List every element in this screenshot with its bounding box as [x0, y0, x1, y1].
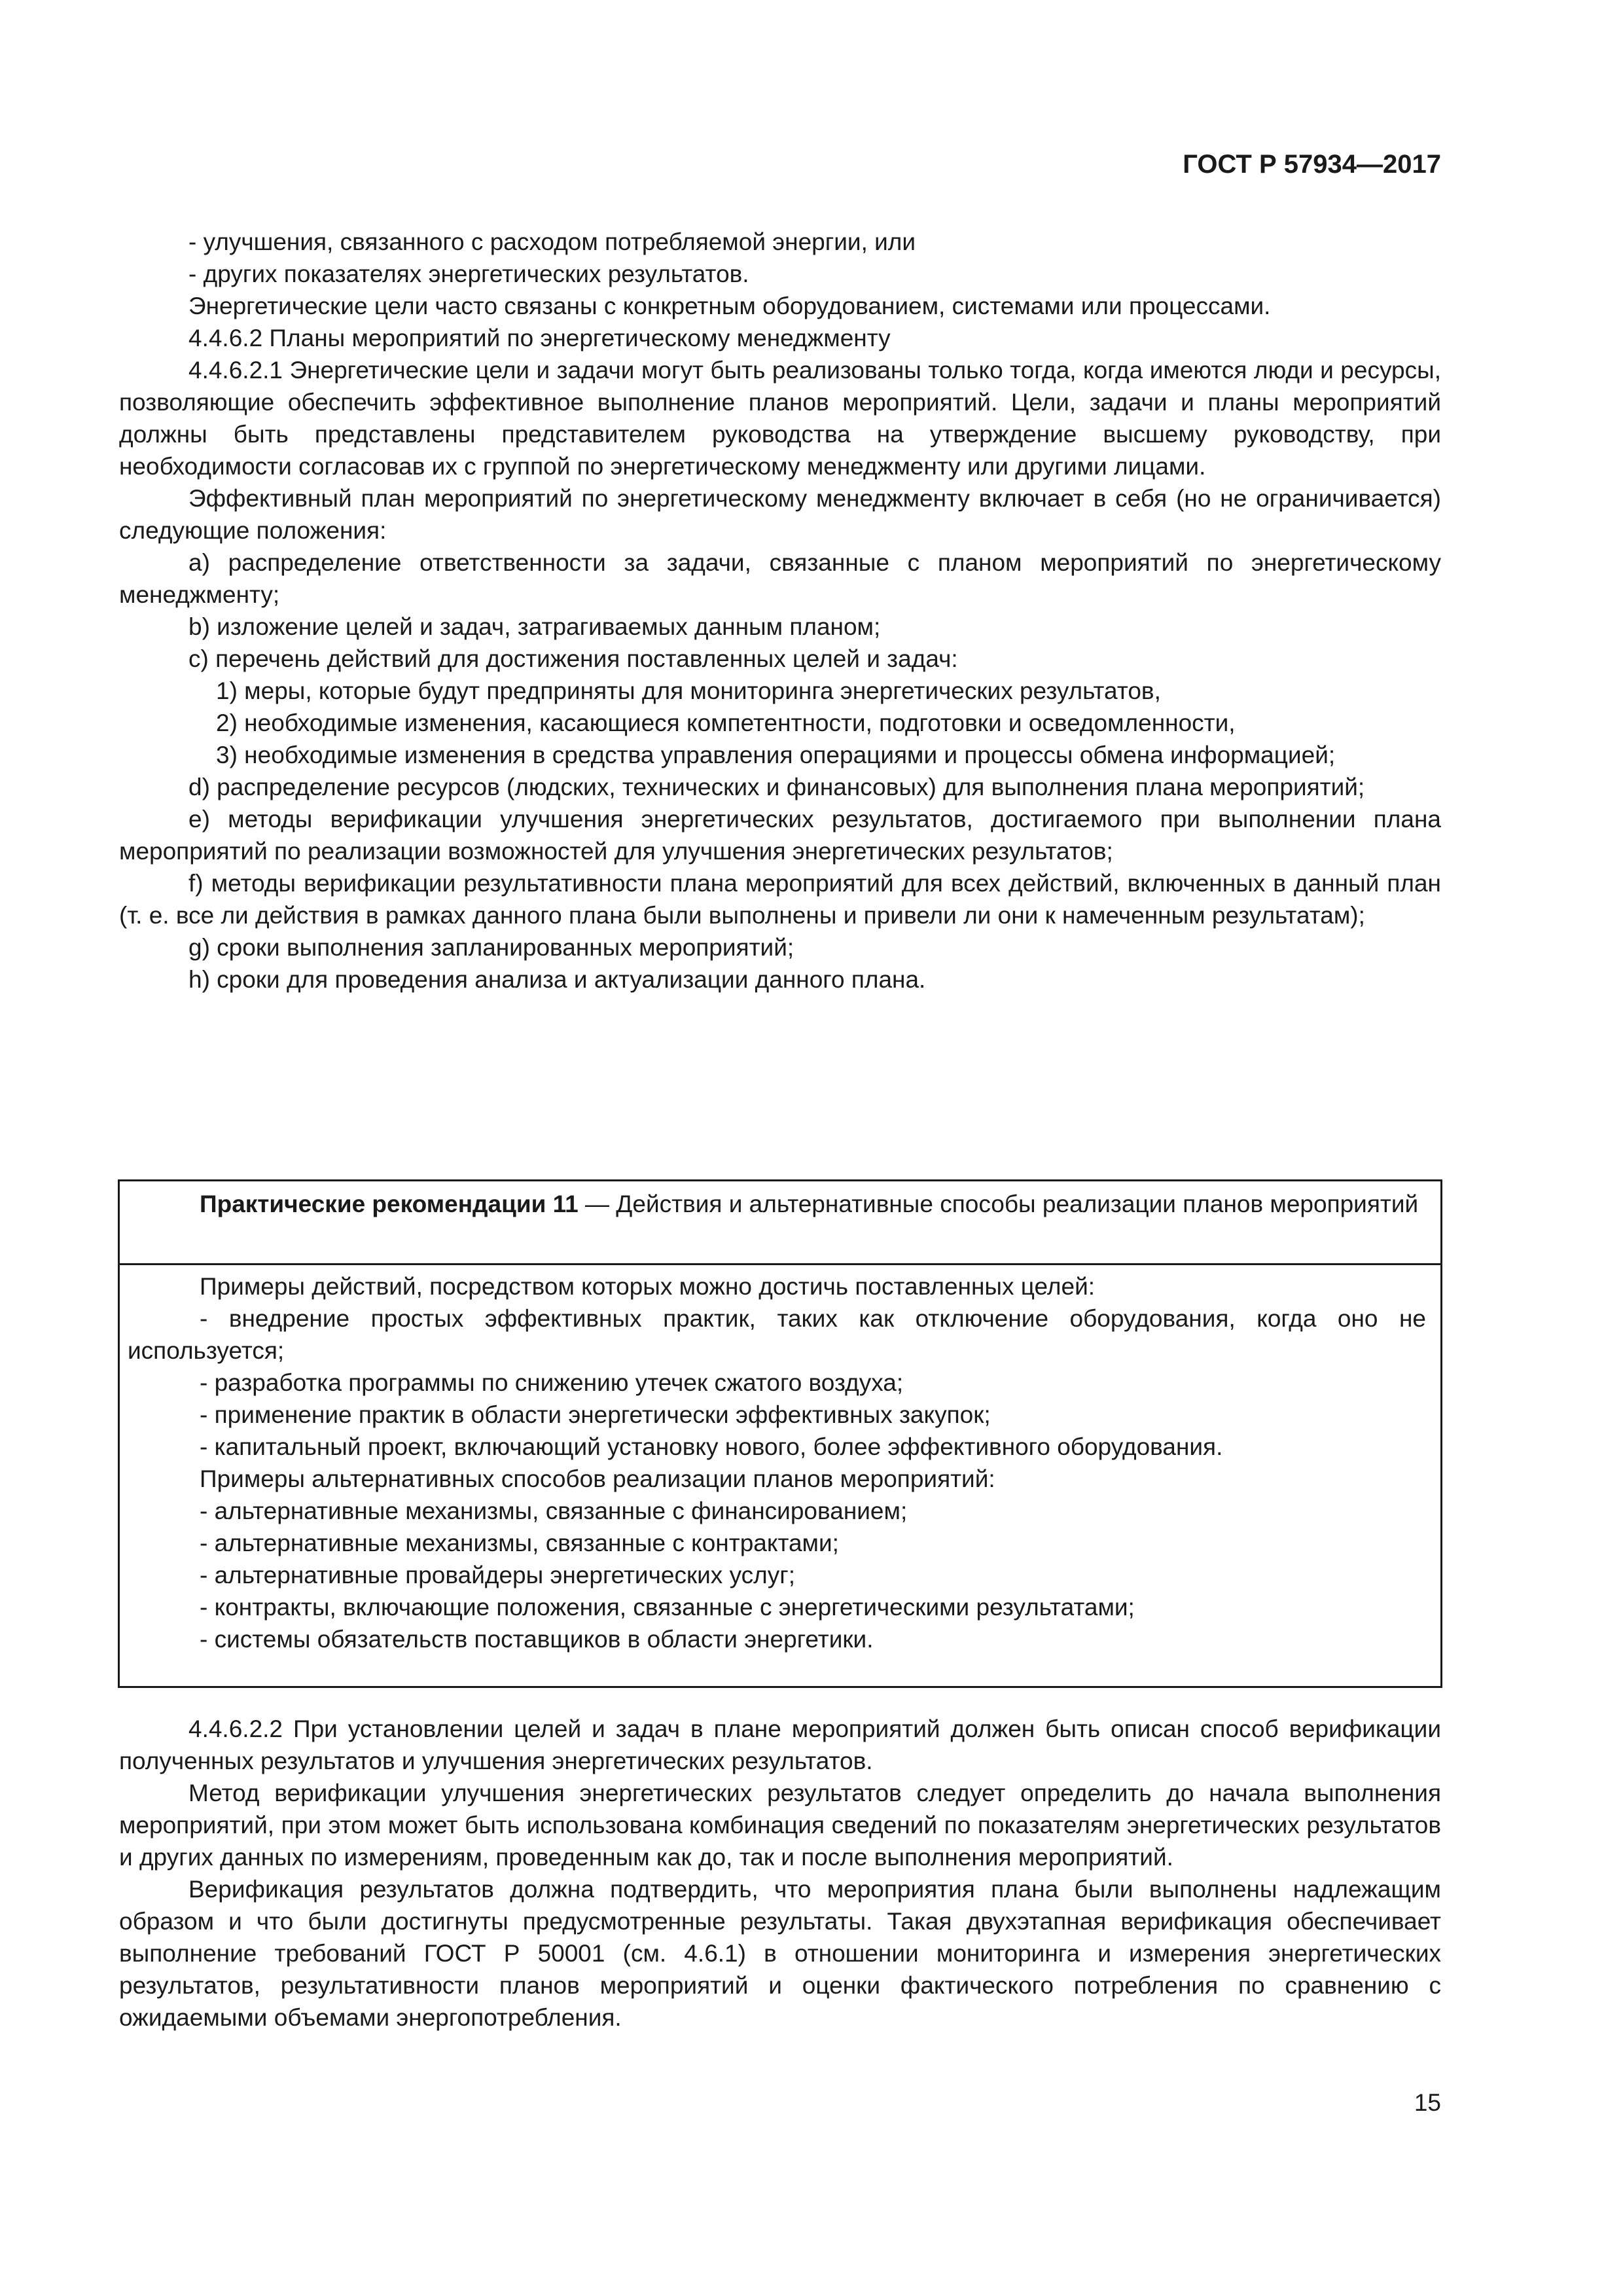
box-line: - капитальный проект, включающий установку нового, более эффективного оборудования. [200, 1433, 1223, 1460]
box-line: - альтернативные провайдеры энергетических услуг; [200, 1562, 796, 1588]
box-line: - контракты, включающие положения, связанные с энергетическими результатами; [200, 1594, 1135, 1621]
recommendation-box-title-rest: — Действия и альтернативные способы реализации планов мероприятий [578, 1191, 1419, 1217]
standard-header: ГОСТ Р 57934—2017 [1183, 150, 1441, 179]
recommendation-box [118, 1179, 1442, 1688]
paragraph: Метод верификации улучшения энергетических результатов следует определить до начала выполнения мероприятий, при этом может быть использована комбинация сведений по показателям энергетических результатов и других данных по измерениям, проведенным как до, так и после выполнения мероприятий. [119, 1780, 1441, 1871]
recommendation-box-title [120, 1181, 1440, 1265]
main-text [119, 226, 1441, 996]
box-line: - альтернативные механизмы, связанные с финансированием; [200, 1498, 908, 1524]
sub-list-item: 3) необходимые изменения в средства управления операциями и процессы обмена информацией; [216, 742, 1336, 768]
box-line: - применение практик в области энергетически эффективных закупок; [200, 1401, 991, 1428]
list-item: a) распределение ответственности за задачи, связанные с планом мероприятий по энергетическому менеджменту; [119, 549, 1441, 608]
paragraph: Энергетические цели часто связаны с конкретным оборудованием, системами или процессами. [188, 293, 1271, 319]
box-line: Примеры альтернативных способов реализации планов мероприятий: [200, 1465, 995, 1492]
list-item: - улучшения, связанного с расходом потребляемой энергии, или [188, 228, 916, 255]
list-item: - других показателях энергетических результатов. [188, 260, 749, 287]
box-line: Примеры действий, посредством которых можно достичь поставленных целей: [200, 1273, 1096, 1300]
paragraph: Эффективный план мероприятий по энергетическому менеджменту включает в себя (но не ограничивается) следующие положения: [119, 485, 1441, 544]
section-heading: 4.4.6.2 Планы мероприятий по энергетическому менеджменту [188, 325, 891, 351]
box-line: - разработка программы по снижению утечек сжатого воздуха; [200, 1369, 904, 1396]
box-line: - альтернативные механизмы, связанные с контрактами; [200, 1530, 839, 1556]
list-item: c) перечень действий для достижения поставленных целей и задач: [188, 645, 958, 672]
list-item: e) методы верификации улучшения энергетических результатов, достигаемого при выполнении плана мероприятий по реализации возможностей для улучшения энергетических результатов; [119, 806, 1441, 865]
box-line: - системы обязательств поставщиков в области энергетики. [200, 1626, 874, 1653]
paragraph: 4.4.6.2.2 При установлении целей и задач в плане мероприятий должен быть описан способ верификации полученных результатов и улучшения энергетических результатов. [119, 1715, 1441, 1774]
recommendation-box-title-bold: Практические рекомендации 11 [200, 1191, 579, 1217]
box-line: - внедрение простых эффективных практик, таких как отключение оборудования, когда оно не используется; [128, 1305, 1426, 1364]
page-number: 15 [1414, 2089, 1441, 2116]
recommendation-box-body [120, 1265, 1440, 1655]
list-item: h) сроки для проведения анализа и актуализации данного плана. [188, 966, 926, 993]
closing-text [119, 1713, 1441, 2034]
sub-list-item: 2) необходимые изменения, касающиеся компетентности, подготовки и осведомленности, [216, 709, 1236, 736]
list-item: f) методы верификации результативности плана мероприятий для всех действий, включенных в данный план (т. е. все ли действия в рамках данного плана были выполнены и привели ли они к намеченным результатам); [119, 870, 1441, 929]
sub-list-item: 1) меры, которые будут предприняты для мониторинга энергетических результатов, [216, 677, 1161, 704]
list-item: d) распределение ресурсов (людских, технических и финансовых) для выполнения плана мероприятий; [188, 774, 1365, 800]
paragraph: 4.4.6.2.1 Энергетические цели и задачи могут быть реализованы только тогда, когда имеются люди и ресурсы, позволяющие обеспечить эффективное выполнение планов мероприятий. Цели, задачи и планы мероприятий должны быть представлены представителем руководства на утверждение высшему руководству, при необходимости согласовав их с группой по энергетическому менеджменту или другими лицами. [119, 357, 1441, 480]
list-item: g) сроки выполнения запланированных мероприятий; [188, 934, 794, 961]
list-item: b) изложение целей и задач, затрагиваемых данным планом; [188, 613, 881, 640]
paragraph: Верификация результатов должна подтвердить, что мероприятия плана были выполнены надлежащим образом и что были достигнуты предусмотренные результаты. Такая двухэтапная верификация обеспечивает выполнение требований ГОСТ Р 50001 (см. 4.6.1) в отношении мониторинга и измерения энергетических результатов, результативности планов мероприятий и оценки фактического потребления по сравнению с ожидаемыми объемами энергопотребления. [119, 1876, 1441, 2031]
